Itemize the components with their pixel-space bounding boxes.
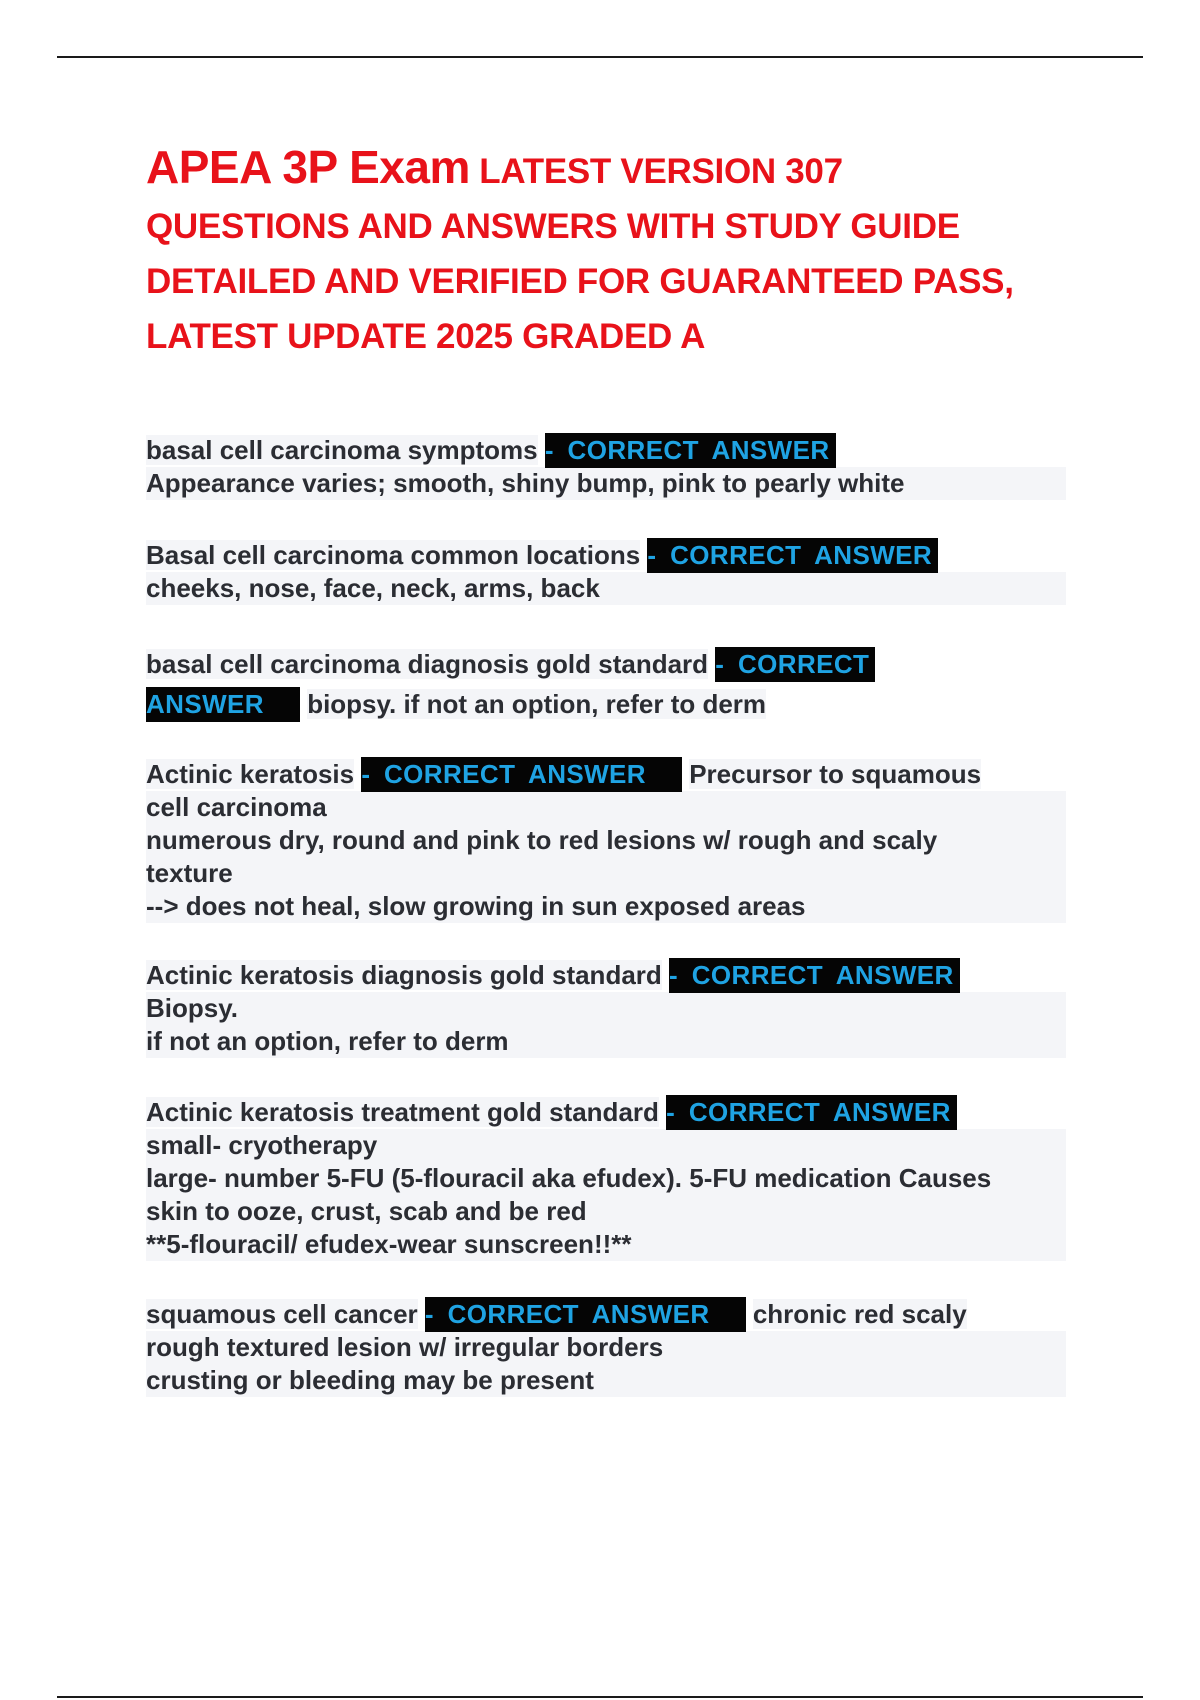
- qa-entry: [146, 959, 1066, 1058]
- answer-inline: chronic red scaly: [752, 1299, 967, 1329]
- answer-line: cheeks, nose, face, neck, arms, back: [146, 572, 1066, 605]
- correct-answer-label: - CORRECT ANSWER: [669, 958, 960, 993]
- qa-entry: [146, 1298, 1066, 1397]
- qa-entry: [146, 539, 1066, 605]
- question-text: basal cell carcinoma diagnosis gold standard: [146, 649, 709, 679]
- answer-line: Appearance varies; smooth, shiny bump, pink to pearly white: [146, 467, 1066, 500]
- title-part1: APEA 3P Exam: [146, 141, 470, 193]
- bottom-rule: [57, 1696, 1143, 1698]
- question-text: basal cell carcinoma symptoms: [146, 435, 538, 465]
- qa-entry: [146, 1096, 1066, 1261]
- qa-entry: [146, 758, 1066, 923]
- correct-answer-label: - CORRECT ANSWER: [425, 1297, 746, 1332]
- question-text: Actinic keratosis: [146, 759, 355, 789]
- answer-line: texture: [146, 857, 1066, 890]
- correct-answer-label: - CORRECT ANSWER: [666, 1095, 957, 1130]
- title-line4: LATEST UPDATE 2025 GRADED A: [146, 317, 706, 356]
- answer-line: rough textured lesion w/ irregular borders: [146, 1331, 1066, 1364]
- answer-line: small- cryotherapy: [146, 1129, 1066, 1162]
- question-text: Basal cell carcinoma common locations: [146, 540, 641, 570]
- answer-line: skin to ooze, crust, scab and be red: [146, 1195, 1066, 1228]
- correct-answer-label-part1: - CORRECT: [715, 647, 875, 682]
- answer-line: large- number 5-FU (5-flouracil aka efudex). 5-FU medication Causes: [146, 1162, 1066, 1195]
- answer-line: Biopsy.: [146, 992, 1066, 1025]
- title-part2: LATEST VERSION 307: [479, 152, 843, 191]
- question-text: Actinic keratosis diagnosis gold standard: [146, 960, 662, 990]
- answer-line: --> does not heal, slow growing in sun exposed areas: [146, 890, 1066, 923]
- title-line3: DETAILED AND VERIFIED FOR GUARANTEED PASS,: [146, 262, 1014, 301]
- title-line2: QUESTIONS AND ANSWERS WITH STUDY GUIDE: [146, 207, 960, 246]
- answer-line: numerous dry, round and pink to red lesions w/ rough and scaly: [146, 824, 1066, 857]
- correct-answer-label: - CORRECT ANSWER: [647, 538, 938, 573]
- correct-answer-label: - CORRECT ANSWER: [545, 433, 836, 468]
- answer-inline: Precursor to squamous: [689, 759, 982, 789]
- correct-answer-label: - CORRECT ANSWER: [361, 757, 682, 792]
- question-text: Actinic keratosis treatment gold standard: [146, 1097, 659, 1127]
- answer-line: cell carcinoma: [146, 791, 1066, 824]
- question-text: squamous cell cancer: [146, 1299, 418, 1329]
- answer-line: if not an option, refer to derm: [146, 1025, 1066, 1058]
- document-title: [146, 140, 1086, 364]
- answer-line: crusting or bleeding may be present: [146, 1364, 1066, 1397]
- answer-line: **5-flouracil/ efudex-wear sunscreen!!**: [146, 1228, 1066, 1261]
- qa-entry: [146, 644, 1066, 724]
- qa-entry: [146, 434, 1066, 500]
- answer-inline: biopsy. if not an option, refer to derm: [307, 689, 767, 719]
- correct-answer-label-part2: ANSWER: [146, 687, 300, 722]
- top-rule: [57, 56, 1143, 58]
